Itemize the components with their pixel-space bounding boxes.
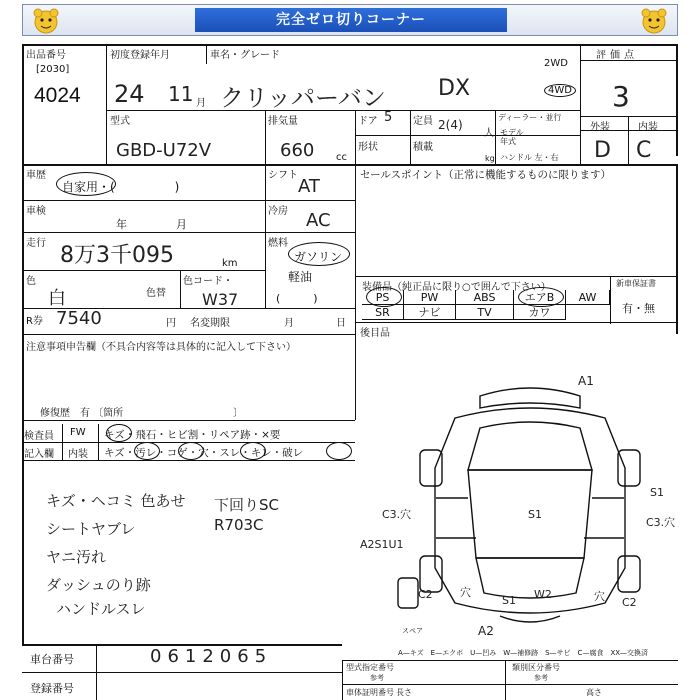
mark-a2: A2 <box>478 624 494 638</box>
interior-items: キズ・汚レ・コゲ・穴・スレ・キレ・破レ <box>104 447 304 459</box>
history-label: 車歴 <box>26 170 46 181</box>
ext-grade: D <box>594 138 611 163</box>
fuel-gas: ガソリン <box>294 250 343 264</box>
doors-value: 5 <box>384 110 393 125</box>
lot-number: 4024 <box>34 84 81 107</box>
recycle-value: 7540 <box>56 308 102 329</box>
note-line: シートヤブレ <box>46 520 136 538</box>
category-label: 類別区分番号 <box>512 663 560 672</box>
color-label: 色 <box>26 276 36 287</box>
name-change-day: 日 <box>336 318 346 329</box>
length-label: 長さ <box>396 688 412 697</box>
mileage-label: 走行 <box>26 238 46 249</box>
capacity-value: 2(4) <box>438 118 463 132</box>
model-type-label: 型式指定番号 <box>346 663 394 672</box>
lot-code: [2030] <box>36 64 70 75</box>
capacity-label: 定員 <box>413 116 433 127</box>
car-name-label: 車名・グレード <box>210 50 280 61</box>
int-grade: C <box>636 138 652 163</box>
mark-circle <box>134 442 160 460</box>
km-unit: km <box>222 258 238 269</box>
first-reg-label: 初度登録年月 <box>110 50 170 61</box>
mascot-icon <box>31 7 61 35</box>
warranty-label: 新車保証書 <box>616 279 656 288</box>
color-code-label: 色コード・ <box>183 276 233 287</box>
color-code: W37 <box>202 290 239 309</box>
ref-note: 参考 <box>534 674 548 682</box>
ac-label: 冷房 <box>268 206 288 217</box>
int-label: 内装 <box>638 122 658 133</box>
mark-hole: 穴 <box>460 586 471 599</box>
mark-w2: W2 <box>534 588 552 601</box>
load-label: 積載 <box>413 142 433 153</box>
month-unit: 月 <box>196 98 206 109</box>
history-circle <box>56 172 116 196</box>
mark-hole: 穴 <box>594 590 605 603</box>
ac-value: AC <box>306 210 331 231</box>
shift-label: シフト <box>268 170 298 181</box>
kg-unit: kg <box>485 154 495 163</box>
equip-pw: PW <box>404 290 456 305</box>
equip-airbag-circle <box>518 287 564 307</box>
drive-2wd: 2WD <box>544 58 568 69</box>
first-reg-year: 24 <box>114 80 145 108</box>
equip-tv: TV <box>456 305 514 320</box>
mark-s1: S1 <box>502 594 516 607</box>
mark-c3: C3.穴 <box>382 508 412 521</box>
equip-leather: カワ <box>514 305 566 320</box>
lot-label: 出品番号 <box>26 50 66 61</box>
ext-label: 外装 <box>590 122 610 133</box>
mark-circle <box>240 442 266 460</box>
score-value: 3 <box>612 80 630 113</box>
model-value: GBD-U72V <box>116 140 212 161</box>
shift-value: AT <box>298 176 320 197</box>
model-label: 型式 <box>110 116 130 127</box>
notes-label: 注意事項申告欄（不具合内容等は具体的に記入して下さい） <box>26 342 296 353</box>
chassis-label: 車台番号 <box>30 653 74 666</box>
equip-navi: ナビ <box>404 305 456 320</box>
equip-ps-circle <box>366 287 402 307</box>
cc-unit: cc <box>336 152 347 163</box>
notes-col-label: 記入欄 <box>24 449 54 460</box>
mark-a1: A1 <box>578 374 594 388</box>
repair-label: 修復歴 有 〔箇所 〕 <box>40 408 244 419</box>
mark-circle <box>106 424 132 442</box>
doors-label: ドア <box>358 116 378 127</box>
mark-s1: S1 <box>528 508 542 521</box>
mark-s1: S1 <box>650 486 664 499</box>
diagram-legend: A—キズ E—エクボ U—凹み W—補修跡 S—サビ C—腐食 XX—交換済 <box>398 649 649 657</box>
model-year-label: モデル年式 <box>500 128 524 146</box>
reg-label: 登録番号 <box>30 682 74 695</box>
color-swap-label: 色替 <box>146 288 166 299</box>
fuel-label: 燃料 <box>268 238 288 249</box>
first-reg-month: 11 <box>168 82 194 106</box>
note-line: ハンドルスレ <box>56 600 146 618</box>
mascot-icon <box>639 7 669 35</box>
displacement-label: 排気量 <box>268 116 298 127</box>
equipment-label: 装備品（純正品に限り○で囲んで下さい） <box>362 282 551 293</box>
warranty-value: 有・無 <box>622 302 655 315</box>
body-cert-label: 車体証明番号 <box>346 688 394 697</box>
capacity-unit: 人 <box>484 128 494 139</box>
ref-note: 参考 <box>370 674 384 682</box>
history-value: 自家用・( ) <box>62 180 180 194</box>
name-change-label: 名変期限 <box>190 318 230 329</box>
rear-seat-label: 後目品 <box>360 328 390 339</box>
inspection-label: 車検 <box>26 206 46 217</box>
fw-items: キズ・飛石・ヒビ割・リペア跡・×要 <box>104 429 281 441</box>
inspection-year: 年 <box>116 218 127 231</box>
equip-airbag: エアB <box>514 290 566 305</box>
mark-c2: C2 <box>418 588 433 601</box>
displacement-value: 660 <box>280 140 315 161</box>
shape-label: 形状 <box>358 142 378 153</box>
mark-circle <box>326 442 352 460</box>
recycle-label: R券 <box>26 316 43 327</box>
color-value: 白 <box>48 288 66 309</box>
note-line: ダッシュのり跡 <box>46 576 151 594</box>
grade: DX <box>438 76 471 101</box>
name-change-month: 月 <box>284 318 294 329</box>
fuel-diesel: 軽油 <box>288 270 313 284</box>
note-line: 下回りSC <box>214 496 279 514</box>
header-bar <box>22 4 678 36</box>
sales-points-label: セールスポイント（正常に機能するものに限ります） <box>360 169 612 181</box>
interior-label: 内装 <box>68 449 88 460</box>
yen-unit: 円 <box>166 318 176 329</box>
equip-abs: ABS <box>456 290 514 305</box>
height-label: 高さ <box>586 688 602 697</box>
dealer-label: ディーラー・並行 <box>498 113 562 122</box>
equip-aw: AW <box>566 290 610 305</box>
inspector-label: 検査員 <box>24 431 54 442</box>
mark-circle <box>178 442 204 460</box>
page-title: 完全ゼロ切りコーナー <box>195 8 507 32</box>
drive-4wd: 4WD <box>544 84 576 97</box>
mileage-value: 8万3千095 <box>60 243 174 268</box>
mark-a2s1u1: A2S1U1 <box>360 538 404 551</box>
inspection-month: 月 <box>176 218 187 231</box>
chassis-number: 0612065 <box>150 646 273 667</box>
score-label: 評価点 <box>596 50 638 61</box>
mark-c3: C3.穴 <box>646 516 676 529</box>
fw-label: FW <box>70 427 86 438</box>
fuel-other: ( ) <box>276 292 318 305</box>
mark-spare: スペア <box>402 627 423 635</box>
note-line: ヤニ汚れ <box>46 548 107 566</box>
note-line: R703C <box>214 516 264 534</box>
equip-sr: SR <box>362 305 404 320</box>
note-line: キズ・ヘコミ 色あせ <box>46 492 186 510</box>
equip-ps: PS <box>362 290 404 305</box>
fuel-circle <box>288 242 350 266</box>
mark-c2: C2 <box>622 596 637 609</box>
handle-label: ハンドル 左・右 <box>500 153 559 162</box>
car-name: クリッパーバン <box>220 84 386 112</box>
